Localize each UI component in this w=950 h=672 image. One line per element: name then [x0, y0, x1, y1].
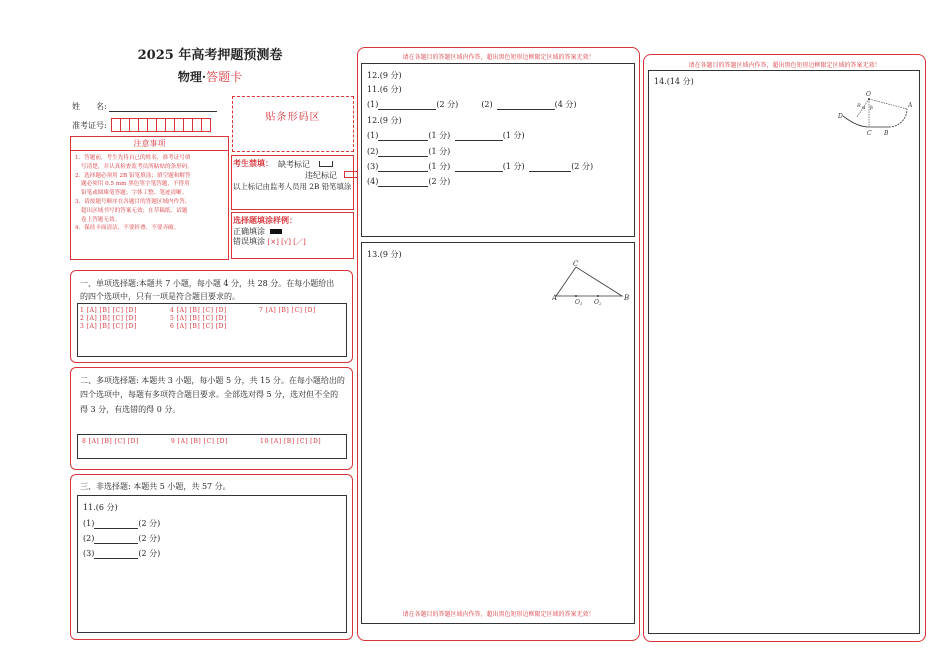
card-label: 答题卡 — [206, 70, 243, 84]
q11b-line: (1) (2 分) (2) (4 分) — [367, 100, 577, 109]
blank-line[interactable] — [529, 171, 571, 172]
label-a: A — [908, 102, 913, 109]
point-o — [868, 98, 870, 100]
blank-line[interactable] — [378, 186, 428, 187]
id-grid[interactable] — [111, 118, 210, 132]
wrong-fill-label: 错误填涂 — [233, 237, 265, 246]
blank-line[interactable] — [497, 109, 555, 110]
choice-q9[interactable]: 9 [A] [B] [C] [D] — [171, 438, 228, 445]
blank-line[interactable] — [455, 171, 503, 172]
notice-item: 1．答题前，考生先将自己的姓名，准考证号填 — [75, 155, 191, 161]
section2-heading-2: 四个选项中，每题有多项符合题目要求。全部选对得 5 分，选对但不全的 — [80, 390, 339, 399]
absent-label: 缺考标记 — [278, 160, 310, 169]
q12-answer-area[interactable] — [361, 63, 635, 237]
q14-answer-area[interactable] — [648, 70, 920, 634]
subtitle-separator: · — [201, 70, 207, 84]
label-c: C — [867, 130, 872, 137]
absent-row — [278, 159, 333, 170]
violation-label: 违纪标记 — [305, 171, 337, 180]
radius-line-3 — [869, 99, 907, 109]
notice-list — [71, 151, 228, 236]
circle-arc — [889, 109, 907, 127]
warning-top: 请在各题目的答题区域内作答，超出黑色矩形边框限定区域的答案无效！ — [402, 54, 595, 61]
violation-checkbox[interactable] — [344, 171, 358, 178]
violation-row — [305, 170, 358, 181]
notice-item: 4．保持卡面清洁，不要折叠、不要弄破。 — [75, 225, 180, 232]
notice-item: 卷上答题无效。 — [81, 216, 121, 223]
notice-title: 注意事项 — [71, 137, 228, 151]
q11-title: 11.(6 分) — [83, 503, 118, 512]
absent-checkbox[interactable] — [319, 161, 333, 167]
name-label: 姓 名: — [72, 102, 107, 111]
choice-q10[interactable]: 10 [A] [B] [C] [D] — [260, 438, 322, 445]
label-alpha: α — [862, 105, 866, 111]
choice-q8[interactable]: 8 [A] [B] [C] [D] — [82, 438, 139, 445]
q13-title: 13.(9 分) — [367, 250, 402, 259]
fill-example-title: 选择题填涂样例： — [233, 215, 297, 225]
blank-line[interactable] — [94, 558, 138, 559]
choice-q1[interactable]: 1 [A] [B] [C] [D] — [80, 307, 137, 314]
notice-box — [70, 136, 229, 260]
q12-line-2: (2) (1 分) — [367, 147, 451, 156]
filled-mark-icon — [270, 229, 282, 234]
q11b-title: 11.(6 分) — [367, 85, 402, 94]
notice-item: 2．选择题必须用 2B 铅笔填涂；填空题和解答 — [75, 172, 191, 179]
blank-line[interactable] — [378, 140, 428, 141]
blank-line[interactable] — [455, 140, 503, 141]
q12-line-3: (3) (1 分) (1 分) (2 分) — [367, 162, 594, 171]
notice-item: 3．请按题号顺序在各题目的答题区域内作答， — [75, 198, 191, 205]
q12-line-1: (1) (1 分) (1 分) — [367, 131, 525, 140]
blank-line[interactable] — [378, 156, 428, 157]
subtitle — [130, 68, 290, 85]
wrong-fill-marks: [×] [√] [／] — [267, 238, 306, 246]
label-beta: β — [870, 105, 873, 111]
section-multi-choice — [70, 367, 353, 470]
q12a-title: 12.(9 分) — [367, 71, 402, 80]
label-b: B — [624, 294, 630, 302]
choice-q7[interactable]: 7 [A] [B] [C] [D] — [259, 307, 316, 314]
triangle-abc — [556, 267, 622, 296]
section2-heading-1: 二、多项选择题: 本题共 3 小题，每小题 5 分，共 15 分。在每小题给出的 — [80, 376, 345, 385]
section1-heading-1: 一、单项选择题:本题共 7 小题，每小题 4 分，共 28 分。在每小题给出 — [80, 279, 335, 288]
notice-item: 铅笔或圆珠笔答题；字体工整、笔迹清晰。 — [81, 190, 188, 197]
name-row — [72, 101, 217, 112]
exam-status-title: 考生禁填： — [233, 158, 273, 168]
exam-status-box — [231, 155, 354, 210]
section-non-choice — [70, 474, 353, 640]
q13-figure — [552, 260, 634, 308]
label-a: A — [552, 294, 558, 302]
label-b: B — [884, 130, 889, 137]
correct-fill-label: 正确填涂 — [233, 227, 265, 236]
q14-title: 14.(14 分) — [654, 77, 694, 86]
blank-line[interactable] — [94, 528, 138, 529]
label-r: R — [857, 103, 861, 109]
label-o: O — [866, 91, 871, 98]
q12b-title: 12.(9 分) — [367, 116, 402, 125]
id-row — [72, 118, 210, 132]
blank-line[interactable] — [378, 109, 436, 110]
track-arc — [843, 116, 869, 127]
choice-q3[interactable]: 3 [A] [B] [C] [D] — [80, 323, 137, 330]
section2-heading-3: 得 3 分，有选错的得 0 分。 — [80, 405, 181, 414]
choice-q6[interactable]: 6 [A] [B] [C] [D] — [170, 323, 227, 330]
q11-line-1: (1) (2 分) — [83, 519, 161, 528]
label-c: C — [573, 260, 579, 268]
choice-q2[interactable]: 2 [A] [B] [C] [D] — [80, 315, 137, 322]
label-o1: O1 — [575, 299, 583, 306]
section3-heading: 三、非选择题: 本题共 5 小题，共 57 分。 — [80, 482, 231, 491]
q11-line-3: (3) (2 分) — [83, 549, 161, 558]
q12-line-4: (4) (2 分) — [367, 177, 451, 186]
q13-answer-area[interactable] — [361, 242, 635, 624]
notice-item: 写清楚，并认真检查监考员所粘贴的条形码。 — [81, 163, 193, 170]
subject-label: 物理 — [177, 70, 202, 84]
point-o2 — [597, 295, 599, 297]
page-title: 2025 年高考押题预测卷 — [137, 48, 283, 63]
blank-line[interactable] — [378, 171, 428, 172]
point-o1 — [575, 295, 577, 297]
q11-answer-area[interactable] — [77, 495, 347, 633]
label-o2: O2 — [594, 299, 602, 306]
section1-heading-2: 的四个选项中，只有一项是符合题目要求的。 — [80, 292, 240, 301]
fill-example-box — [231, 212, 354, 259]
barcode-label: 贴条形码区 — [265, 112, 321, 123]
wrong-fill-row — [233, 236, 306, 247]
id-label: 准考证号: — [72, 120, 107, 130]
choice-q4[interactable]: 4 [A] [B] [C] [D] — [170, 307, 227, 314]
choice-q5[interactable]: 5 [A] [B] [C] [D] — [170, 315, 227, 322]
label-d: D — [838, 113, 843, 120]
warning-bottom: 请在各题目的答题区域内作答，超出黑色矩形边框限定区域的答案无效！ — [402, 611, 595, 618]
warning-top-col3: 请在各题目的答题区域内作答，超出黑色矩形边框限定区域的答案无效！ — [688, 62, 881, 69]
blank-line[interactable] — [94, 543, 138, 544]
notice-item: 题必须用 0.5 mm 黑色签字笔答题，不得用 — [81, 181, 190, 188]
exam-status-note: 以上标记由监考人员用 2B 铅笔填涂 — [233, 182, 352, 191]
q11-line-2: (2) (2 分) — [83, 534, 161, 543]
name-field[interactable] — [109, 111, 217, 112]
q14-figure — [837, 87, 917, 137]
barcode-area — [232, 96, 354, 152]
notice-item: 超出区域书写的答案无效；在草稿纸、试题 — [81, 207, 188, 214]
